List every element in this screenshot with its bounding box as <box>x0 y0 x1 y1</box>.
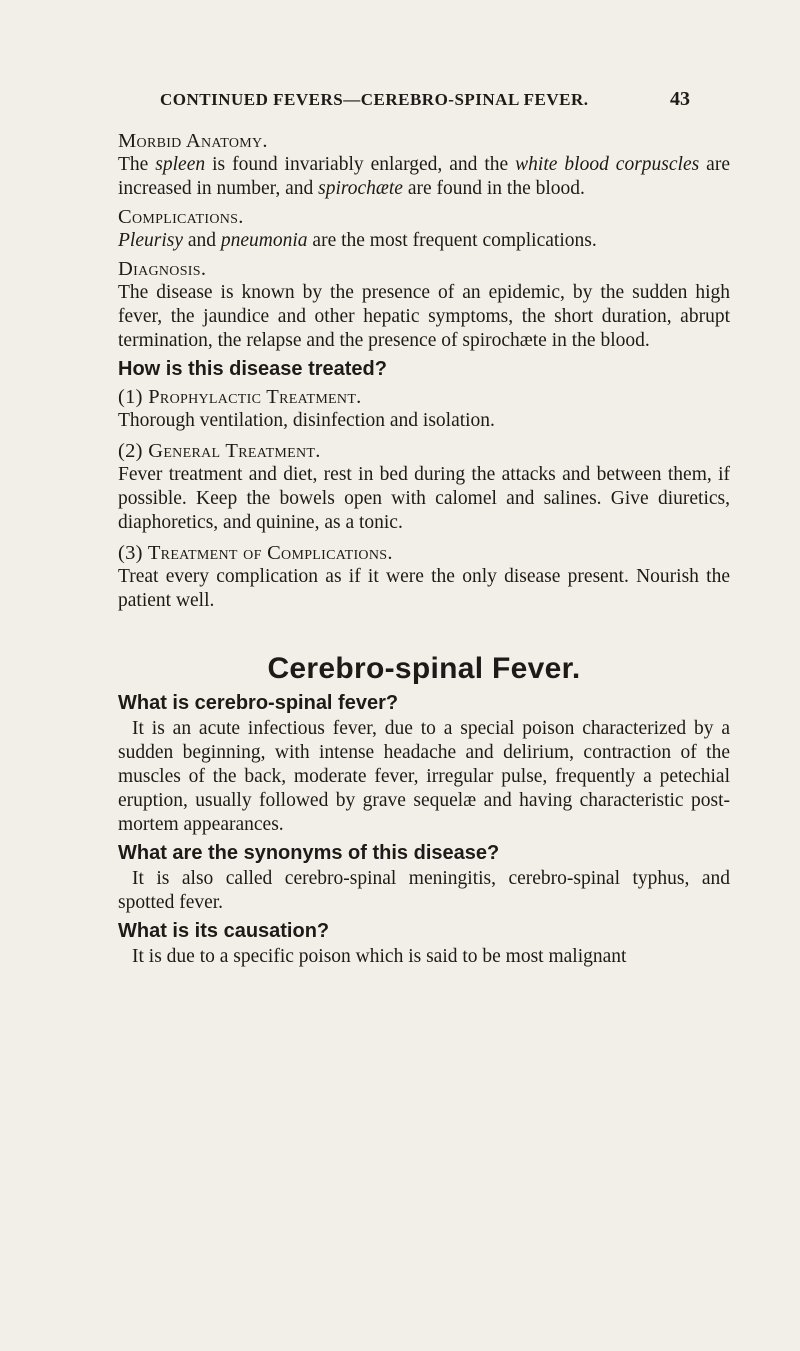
prophylactic-heading: (1) Prophylactic Treatment. <box>118 386 362 408</box>
question-causation: What is its causation? <box>118 920 330 942</box>
diagnosis-heading: Diagnosis. <box>118 258 207 280</box>
treatment-question: How is this disease treated? <box>118 358 387 380</box>
complications-text: Pleurisy and pneumonia are the most frequent complications. <box>118 230 597 251</box>
page-body <box>118 125 730 973</box>
complications-treatment-heading: (3) Treatment of Complications. <box>118 542 393 564</box>
answer-definition: It is an acute infectious fever, due to a special poison characterized by a sudden beginning, with intense headache and delirium, contraction of the muscles of the back, moderate fever, irregular pulse, frequently a petechial eruption, usually followed by grave sequelæ and having characteristic post-mortem appearances. <box>118 718 730 835</box>
morbid-anatomy-heading: Morbid Anatomy. <box>118 130 268 152</box>
answer-synonyms: It is also called cerebro-spinal meningitis, cerebro-spinal typhus, and spotted fever. <box>118 868 730 913</box>
question-definition: What is cerebro-spinal fever? <box>118 692 399 714</box>
diagnosis-text: The disease is known by the presence of an epidemic, by the sudden high fever, the jaundice and other hepatic symptoms, the short duration, abrupt termination, the relapse and the presence of spirochæte in the blood. <box>118 282 730 351</box>
morbid-anatomy-text: The spleen is found invariably enlarged, and the white blood corpuscles are increased in number, and spirochæte are found in the blood. <box>118 154 730 199</box>
section-title: Cerebro-spinal Fever. <box>267 652 581 685</box>
answer-causation: It is due to a specific poison which is said to be most malignant <box>132 946 627 967</box>
running-header: CONTINUED FEVERS—CEREBRO-SPINAL FEVER. <box>160 90 589 109</box>
complications-heading: Complications. <box>118 206 244 228</box>
question-synonyms: What are the synonyms of this disease? <box>118 842 500 864</box>
complications-treatment-text: Treat every complication as if it were the only disease present. Nourish the patient well. <box>118 566 730 611</box>
prophylactic-text: Thorough ventilation, disinfection and isolation. <box>118 410 495 431</box>
general-treatment-text: Fever treatment and diet, rest in bed during the attacks and between them, if possible. Keep the bowels open with calomel and salines. Give diuretics, diaphoretics, and quinine, as a tonic. <box>118 464 730 533</box>
page-number: 43 <box>670 88 690 110</box>
general-treatment-heading: (2) General Treatment. <box>118 440 321 462</box>
